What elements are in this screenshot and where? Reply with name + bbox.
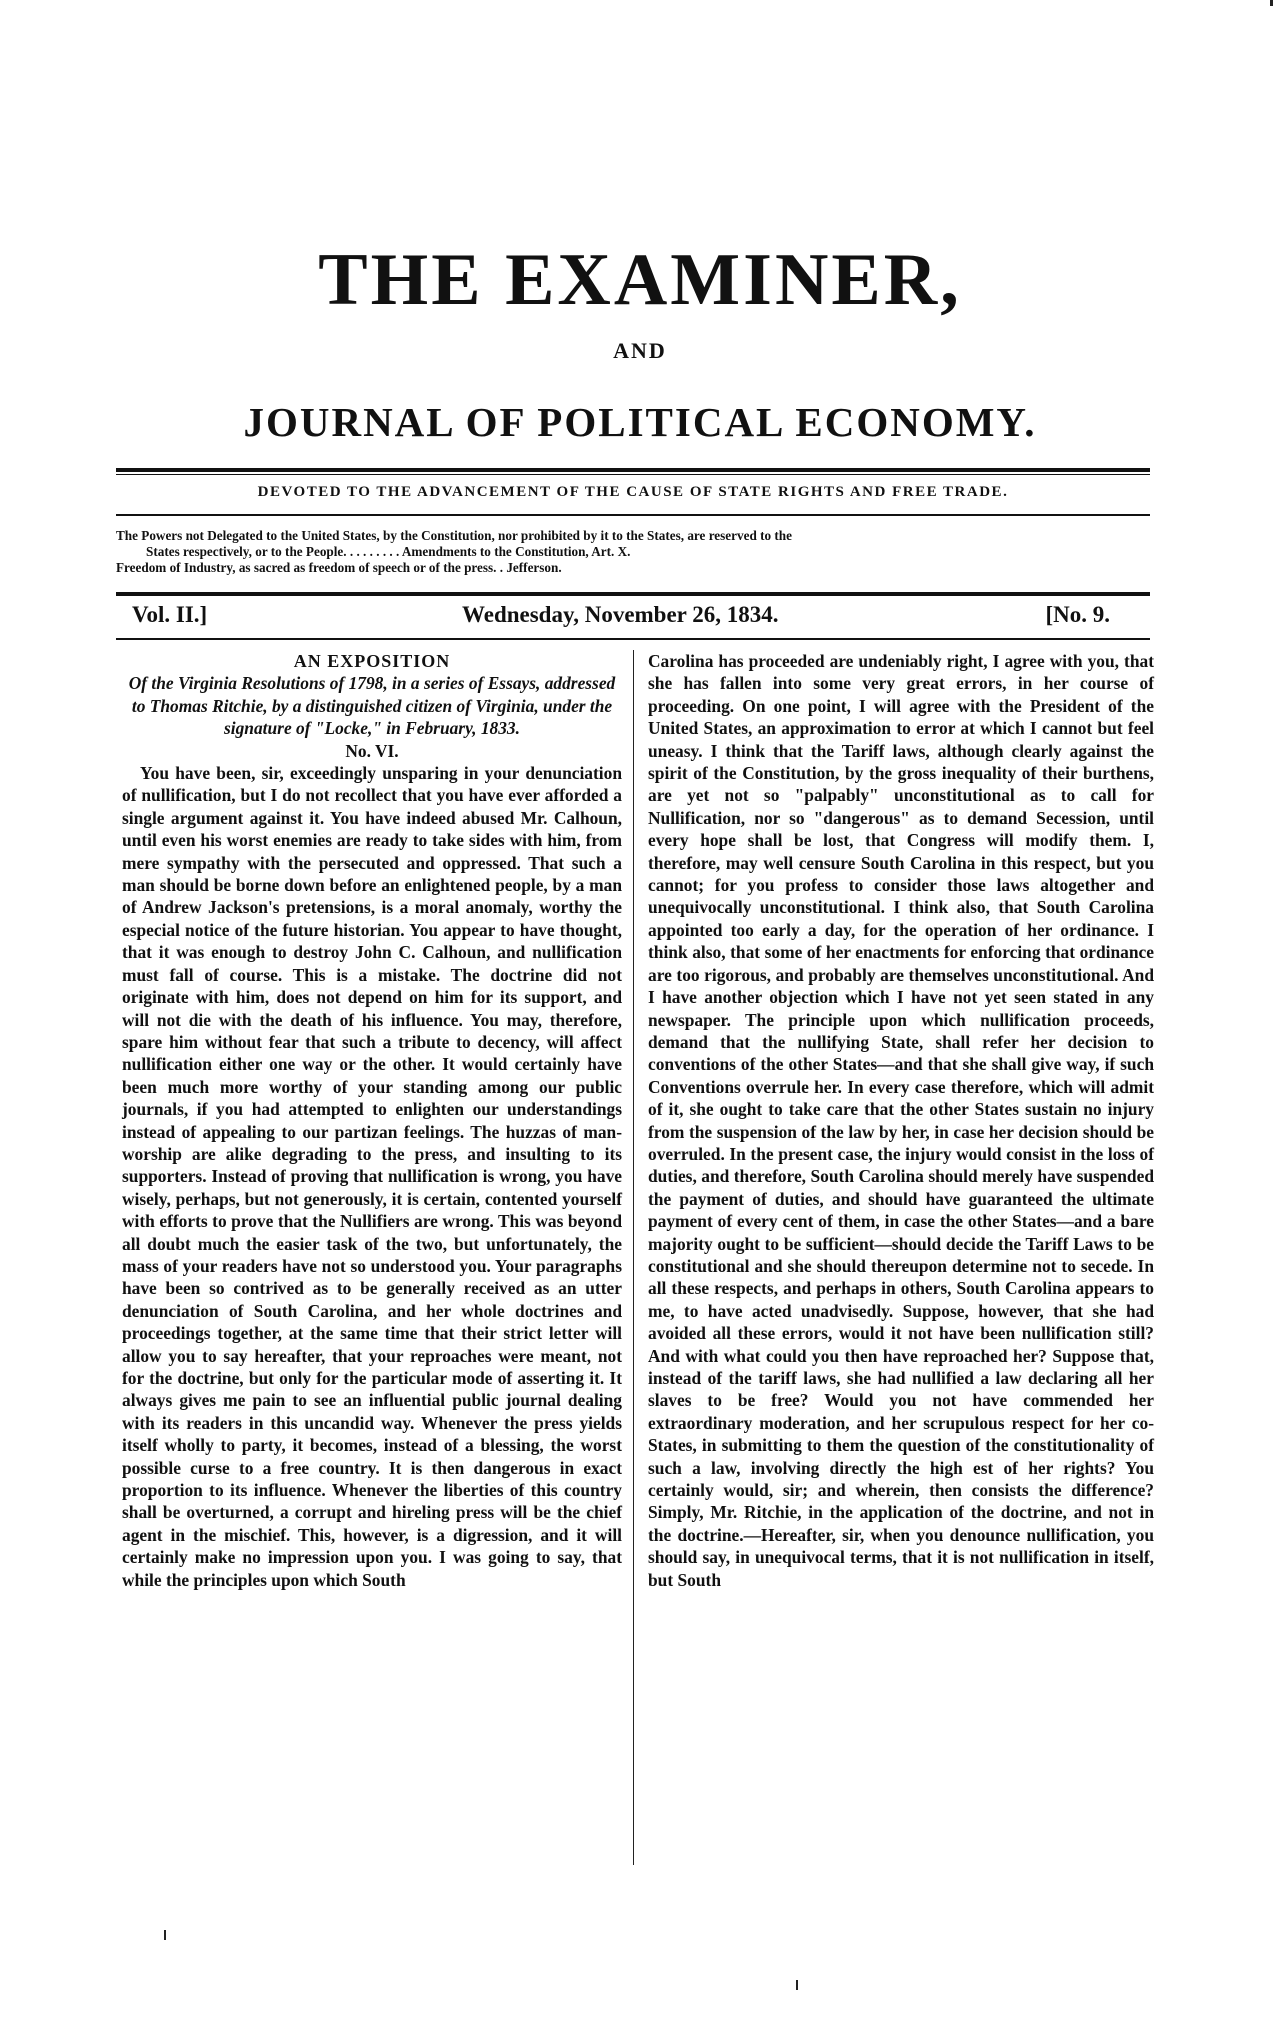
article-number: No. VI.	[345, 740, 399, 761]
dateline-rule-bottom	[116, 638, 1150, 640]
motto-line-2: States respectively, or to the People. . . . . . . . . Amendments to the Constitution, Art. X.	[146, 544, 631, 559]
article-body-right: Carolina has proceeded are undeniably right, I agree with you, that she has fallen into some very great errors, in her course of proceeding. On one point, I will agree with the President of the United States, an approximation to error at which I cannot but feel uneasy. I think that the Tariff laws, although clearly against the spirit of the Constitution, by the gross inequality of their burthens, are yet not so "palpably" unconstitutional as to call for Nullification, nor so "dangerous" as to demand Secession, until every hope shall be lost, that Congress will modify them. I, therefore, may well censure South Carolina in this respect, but you cannot; for you profess to consider those laws altogether and unequivocally unconstitutional. I think also, that South Carolina appointed too early a day, for the operation of her ordinance. I think also, that some of her enactments for enforcing that ordinance are too rigorous, and probably are themselves unconstitutional. And I have another objection which I have not yet seen stated in any newspaper. The principle upon which nullification proceeds, demand that the nullifying State, shall refer her decision to conventions of the other States—and that she shall give way, if such Conventions overrule her. In every case therefore, which will admit of it, she ought to take care that the other States sustain no injury from the suspension of the law by her, in case her decision should be overruled. In the present case, the injury would consist in the loss of duties, and therefore, South Carolina should merely have suspended the payment of duties, and should have guaranteed the ultimate payment of every cent of them, in case the other States—and a bare majority ought to be sufficient—should decide the Tariff Laws to be constitutional and she should thereupon determine not to secede. In all these respects, and perhaps in others, South Carolina appears to me, to have acted unadvisedly. Suppose, however, that she had avoided all these errors, would it not have been nullification still? And with what could you then have reproached her? Suppose that, instead of the tariff laws, she had nullified a law declaring all her slaves to be free? Would you not have commended her extraordinary moderation, and her scrupulous respect for her co-States, in submitting to them the question of the constitutionality of such a law, involving directly the high est of her rights? You certainly would, sir; and wherein, then consists the difference? Simply, Mr. Ritchie, in the application of the doctrine, and not in the doctrine.—Hereafter, sir, when you denounce nullification, you should say, in unequivocal terms, that it is not nullification in itself, but South	[648, 651, 1154, 1590]
masthead-and: AND	[613, 338, 667, 363]
scan-mark	[164, 1930, 166, 1940]
motto-block	[116, 528, 1150, 576]
column-divider	[633, 650, 634, 1865]
volume-label: Vol. II.]	[132, 602, 208, 627]
motto-line-1: The Powers not Delegated to the United States, by the Constitution, nor prohibited by it to the States, are reserved to the	[116, 528, 792, 543]
issue-number: [No. 9.	[1045, 602, 1110, 627]
left-column	[122, 650, 622, 1591]
article-heading: AN EXPOSITION	[293, 651, 451, 671]
masthead-rule-top	[116, 468, 1150, 472]
article-body-left: You have been, sir, exceedingly unsparing in your denunciation of nullification, but I do not recollect that you have ever afforded a single argument against it. You have indeed abused Mr. Calhoun, until even his worst enemies are ready to take sides with him, from mere sympathy with the persecuted and oppressed. That such a man should be borne down before an enlightened people, by a man of Andrew Jackson's pretensions, is a moral anomaly, worthy the especial notice of the future historian. You appear to have thought, that it was enough to destroy John C. Calhoun, and nullification must fall of course. This is a mistake. The doctrine did not originate with him, does not depend on him for its support, and will not die with the death of his influence. You may, therefore, spare him without fear that such a tribute to decency, will affect nullification either one way or the other. It would certainly have been much more worthy of your standing among our public journals, if you had attempted to enlighten our understandings instead of appealing to our partizan feelings. The huzzas of man-worship are alike degrading to the press, and insulting to its supporters. Instead of proving that nullification is wrong, you have wisely, perhaps, but not generously, it is certain, contented yourself with efforts to prove that the Nullifiers are wrong. This was beyond all doubt much the easier task of the two, but unfortunately, the mass of your readers have not so understood you. Your paragraphs have been so contrived as to be generally received as an utter denunciation of South Carolina, and her whole doctrines and proceedings together, at the same time that their strict letter will allow you to say hereafter, that your reproaches were meant, not for the doctrine, but only for the particular mode of asserting it. It always gives me pain to see an influential public journal dealing with its readers in this uncandid way. Whenever the press yields itself wholly to party, it becomes, instead of a blessing, the worst possible curse to a free country. It is then dangerous in exact proportion to its influence. Whenever the liberties of this country shall be overturned, a corrupt and hireling press will be the chief agent in the mischief. This, however, is a digression, and it will certainly make no impression upon you. I was going to say, that while the principles upon which South	[122, 763, 622, 1590]
masthead-subtitle: JOURNAL OF POLITICAL ECONOMY.	[243, 399, 1037, 445]
scan-mark	[796, 1980, 798, 1990]
scan-mark	[1270, 0, 1273, 6]
devoted-line: DEVOTED TO THE ADVANCEMENT OF THE CAUSE OF STATE RIGHTS AND FREE TRADE.	[257, 484, 1009, 500]
motto-line-3: Freedom of Industry, as sacred as freedom of speech or of the press. . Jefferson.	[116, 560, 562, 575]
dateline-rule-top	[116, 592, 1150, 596]
article-subheading: Of the Virginia Resolutions of 1798, in a series of Essays, addressed to Thomas Ritchie, by a distinguished citizen of Virginia, under the signature of "Locke," in February, 1833.	[128, 673, 616, 739]
devoted-rule	[116, 514, 1150, 516]
right-column	[648, 650, 1154, 1591]
dateline	[116, 602, 1150, 632]
masthead-title: THE EXAMINER,	[318, 239, 962, 321]
masthead-rule-top-thin	[116, 474, 1150, 475]
issue-date: Wednesday, November 26, 1834.	[462, 602, 779, 627]
